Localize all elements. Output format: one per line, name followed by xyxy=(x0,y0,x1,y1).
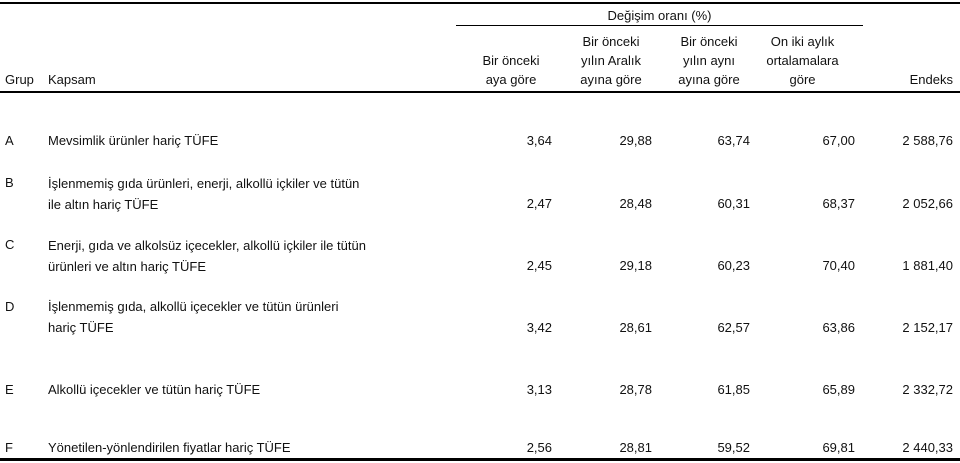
row-december: 29,18 xyxy=(619,258,652,273)
group-header-rule xyxy=(456,25,863,26)
row-scope: İşlenmemiş gıda ürünleri, enerji, alkollü içkiler ve tütün ile altın hariç TÜFE xyxy=(48,176,360,212)
row-12m-average: 67,00 xyxy=(822,133,855,148)
row-scope: Enerji, gıda ve alkolsüz içecekler, alkollü içkiler ile tütün ürünleri ve altın hariç TÜFE xyxy=(48,238,366,274)
row-group: B xyxy=(5,175,14,190)
change-rate-group-header: Değişim oranı (%) xyxy=(607,8,712,23)
row-monthly: 3,42 xyxy=(526,320,552,335)
header-rule xyxy=(0,91,960,93)
row-december: 28,48 xyxy=(619,196,652,211)
row-index: 2 588,76 xyxy=(902,133,953,148)
row-monthly: 3,13 xyxy=(526,382,552,397)
row-12m-average: 65,89 xyxy=(822,382,855,397)
row-yoy: 63,74 xyxy=(717,133,750,148)
col-header-scope: Kapsam xyxy=(48,72,96,87)
row-index: 2 332,72 xyxy=(902,382,953,397)
col-header-group: Grup xyxy=(5,72,34,87)
row-december: 28,78 xyxy=(619,382,652,397)
row-monthly: 2,47 xyxy=(526,196,552,211)
row-yoy: 59,52 xyxy=(717,440,750,455)
row-12m-average: 68,37 xyxy=(822,196,855,211)
row-december: 28,81 xyxy=(619,440,652,455)
row-yoy: 61,85 xyxy=(717,382,750,397)
row-index: 2 052,66 xyxy=(902,196,953,211)
row-scope: Alkollü içecekler ve tütün hariç TÜFE xyxy=(48,382,261,397)
col-header-yoy: Bir önceki yılın aynı ayına göre xyxy=(678,34,740,87)
row-monthly: 2,45 xyxy=(526,258,552,273)
col-header-index: Endeks xyxy=(909,72,953,87)
top-rule xyxy=(0,2,960,4)
row-scope: Mevsimlik ürünler hariç TÜFE xyxy=(48,133,219,148)
row-group: D xyxy=(5,299,15,314)
row-scope: İşlenmemiş gıda, alkollü içecekler ve tütün ürünleri hariç TÜFE xyxy=(48,299,339,335)
row-scope: Yönetilen-yönlendirilen fiyatlar hariç TÜFE xyxy=(48,440,291,455)
col-header-12m-average: On iki aylık ortalamalara göre xyxy=(766,34,839,87)
row-12m-average: 70,40 xyxy=(822,258,855,273)
row-yoy: 62,57 xyxy=(717,320,750,335)
row-index: 2 152,17 xyxy=(902,320,953,335)
row-index: 2 440,33 xyxy=(902,440,953,455)
row-12m-average: 63,86 xyxy=(822,320,855,335)
row-monthly: 3,64 xyxy=(526,133,552,148)
row-group: A xyxy=(5,133,14,148)
row-december: 28,61 xyxy=(619,320,652,335)
row-group: C xyxy=(5,237,15,252)
row-yoy: 60,31 xyxy=(717,196,750,211)
row-group: F xyxy=(5,440,13,455)
col-header-monthly: Bir önceki aya göre xyxy=(482,53,540,87)
row-group: E xyxy=(5,382,14,397)
bottom-rule xyxy=(0,458,960,461)
row-december: 29,88 xyxy=(619,133,652,148)
row-index: 1 881,40 xyxy=(902,258,953,273)
row-yoy: 60,23 xyxy=(717,258,750,273)
row-monthly: 2,56 xyxy=(526,440,552,455)
col-header-december: Bir önceki yılın Aralık ayına göre xyxy=(580,34,642,87)
row-12m-average: 69,81 xyxy=(822,440,855,455)
